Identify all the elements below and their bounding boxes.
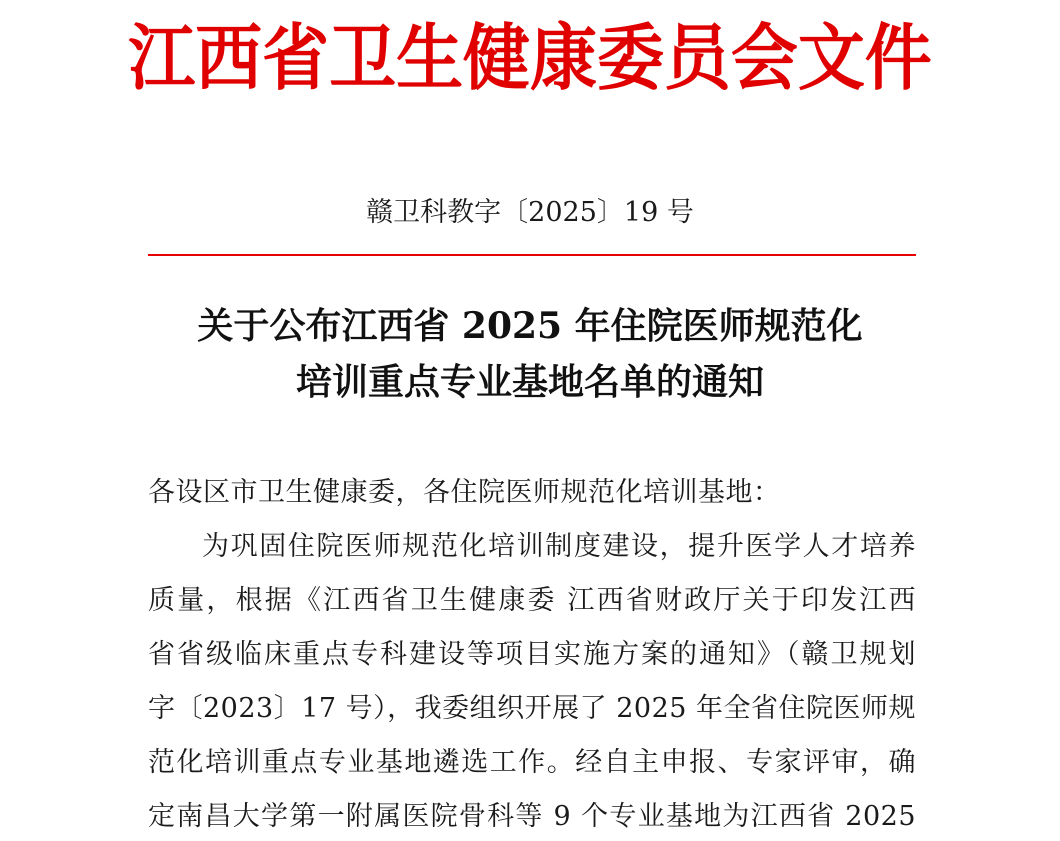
body-line: 为巩固住院医师规范化培训制度建设，提升医学人才培养 xyxy=(202,531,916,562)
issuing-authority-header: 江西省卫生健康委员会文件 xyxy=(128,15,932,100)
notice-title-line: 培训重点专业基地名单的通知 xyxy=(295,361,764,403)
red-divider-line xyxy=(148,254,916,256)
notice-body xyxy=(148,466,916,841)
body-line: 省省级临床重点专科建设等项目实施方案的通知》（赣卫规划 xyxy=(148,639,916,670)
body-line: 范化培训重点专业基地遴选工作。经自主申报、专家评审，确 xyxy=(148,747,916,778)
notice-title xyxy=(0,298,1060,410)
salutation: 各设区市卫生健康委，各住院医师规范化培训基地： xyxy=(148,477,781,508)
document-number: 赣卫科教字〔2025〕19 号 xyxy=(366,197,694,228)
body-line: 质量，根据《江西省卫生健康委 江西省财政厅关于印发江西 xyxy=(148,585,916,616)
body-line: 字〔2023〕17 号），我委组织开展了 2025 年全省住院医师规 xyxy=(148,693,917,724)
notice-title-line: 关于公布江西省 2025 年住院医师规范化 xyxy=(197,305,863,347)
body-line: 定南昌大学第一附属医院骨科等 9 个专业基地为江西省 2025 xyxy=(148,801,916,832)
